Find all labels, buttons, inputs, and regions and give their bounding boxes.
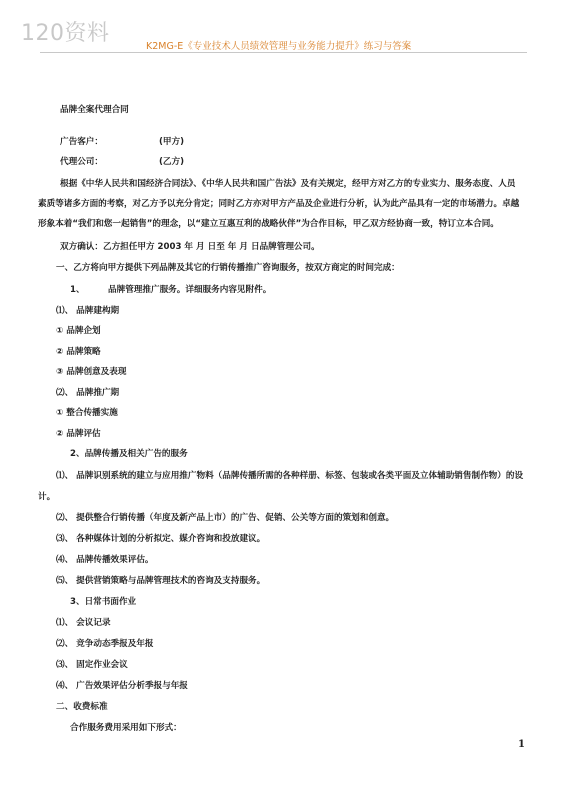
list-item: ⑶、 固定作业会议: [56, 660, 128, 670]
list-item-continuation: 计。: [38, 492, 56, 502]
list-item: ① 品牌企划: [56, 326, 101, 336]
section-heading: 一、乙方将向甲方提供下列品牌及其它的行销传播推广咨询服务，按双方商定的时间完成：: [56, 263, 400, 273]
list-item: ③ 品牌创意及表现: [56, 367, 127, 377]
intro-paragraph-line: 形象本着“我们和您一起销售”的理念，以“建立互惠互利的战略伙伴”为合作目标，甲乙双方经协商一致，特订立本合同。: [38, 219, 499, 229]
agent-party: (乙方): [159, 157, 185, 167]
header-divider: [40, 52, 527, 53]
section-heading: 二、收费标准: [56, 702, 108, 712]
item-heading: 品牌管理推广服务。详细服务内容见附件。: [108, 285, 272, 295]
list-item: ⑴、 品牌建构期: [56, 306, 120, 316]
list-item: ② 品牌评估: [56, 429, 101, 439]
list-item: ⑸、 提供营销策略与品牌管理技术的咨询及支持服务。: [56, 576, 266, 586]
list-item: ① 整合传播实施: [56, 408, 118, 418]
fee-intro: 合作服务费用采用如下形式：: [70, 723, 182, 733]
list-item: ⑴、 品牌识别系统的建立与应用推广物料（品牌传播所需的各种样册、标签、包装或各类平面及立体辅助销售制作物）的设: [56, 471, 524, 481]
watermark-logo: 120资料: [21, 21, 110, 46]
agent-label: 代理公司：: [60, 157, 103, 167]
list-item: ⑵、 竞争动态季报及年报: [56, 639, 154, 649]
header-title: K2MG-E《专业技术人员绩效管理与业务能力提升》练习与答案: [146, 41, 412, 52]
item-heading: 3、日常书面作业: [70, 597, 137, 607]
item-heading: 2、品牌传播及相关广告的服务: [70, 449, 188, 459]
intro-paragraph-line: 根据《中华人民共和国经济合同法》、《中华人民共和国广告法》及有关规定，经甲方对乙方的专业实力、服务态度、人员: [60, 179, 516, 189]
item-number: 1、: [70, 285, 85, 295]
client-label: 广告客户：: [60, 137, 103, 147]
page-number: 1: [518, 739, 525, 750]
list-item: ② 品牌策略: [56, 347, 101, 357]
list-item: ⑶、 各种媒体计划的分析拟定、媒介咨询和投放建议。: [56, 534, 266, 544]
list-item: ⑷、 品牌传播效果评估。: [56, 555, 154, 565]
list-item: ⑵、 品牌推广期: [56, 388, 120, 398]
document-title: 品牌全案代理合同: [60, 105, 129, 115]
term-confirmation: 双方确认：乙方担任甲方 2003 年 月 日至 年 月 日品牌管理公司。: [60, 242, 320, 252]
list-item: ⑵、 提供整合行销传播（年度及新产品上市）的广告、促销、公关等方面的策划和创意。: [56, 513, 395, 523]
list-item: ⑷、 广告效果评估分析季报与年报: [56, 681, 188, 691]
list-item: ⑴、 会议记录: [56, 618, 111, 628]
intro-paragraph-line: 素质等诸多方面的考察，对乙方予以充分肯定；同时乙方亦对甲方产品及企业进行分析，认为此产品具有一定的市场潜力。卓越: [38, 199, 520, 209]
client-party: (甲方): [159, 137, 185, 147]
